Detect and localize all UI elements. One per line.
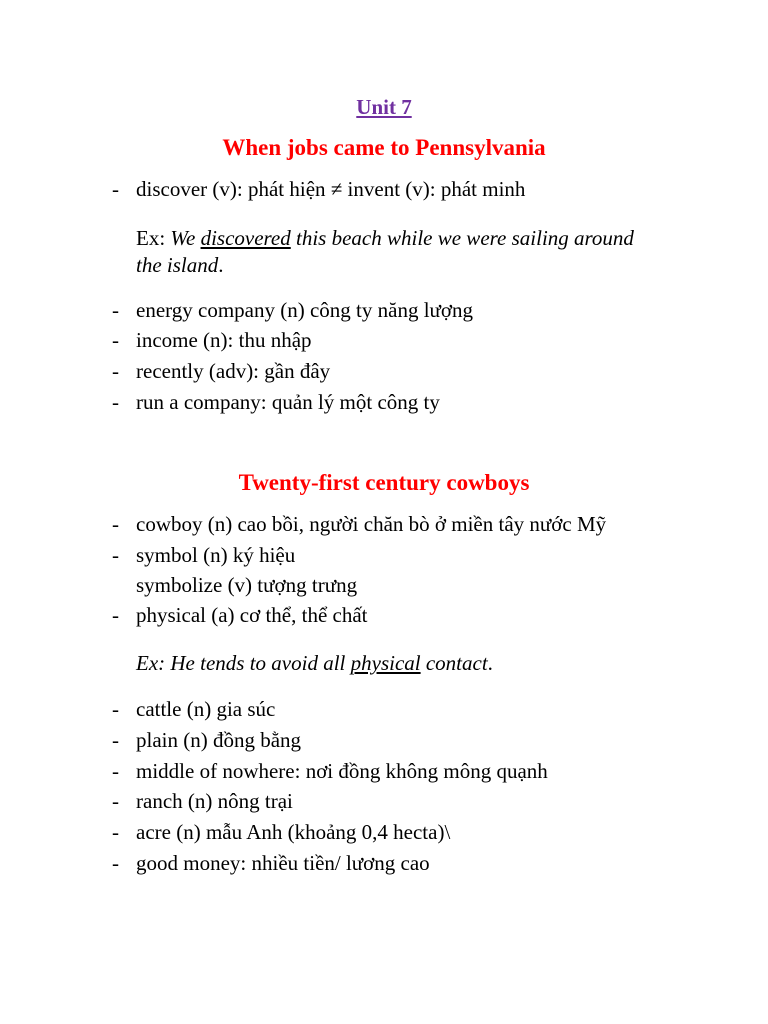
section-title-cowboys: Twenty-first century cowboys bbox=[238, 470, 530, 495]
vocab-text: good money: nhiều tiền/ lương cao bbox=[136, 851, 430, 875]
bullet-dash: - bbox=[112, 728, 119, 752]
vocab-text: recently (adv): gần đây bbox=[136, 359, 331, 383]
vocab-text: cattle (n) gia súc bbox=[136, 697, 276, 721]
vocab-item-middle-of-nowhere bbox=[112, 758, 548, 784]
vocab-item-run-a-company bbox=[112, 389, 440, 415]
bullet-dash: - bbox=[112, 820, 119, 844]
bullet-dash: - bbox=[112, 359, 119, 383]
vocab-text: physical (a) cơ thể, thể chất bbox=[136, 603, 368, 627]
example-prefix: Ex: bbox=[136, 226, 171, 250]
vocab-text: acre (n) mẫu Anh (khoảng 0,4 hecta)\ bbox=[136, 820, 451, 844]
vocab-item-symbol bbox=[112, 542, 295, 568]
vocab-item-plain bbox=[112, 727, 301, 753]
example-sentence-physical bbox=[136, 650, 656, 677]
bullet-dash: - bbox=[112, 390, 119, 414]
bullet-dash: - bbox=[112, 512, 119, 536]
bullet-dash: - bbox=[112, 759, 119, 783]
example-sentence-discover bbox=[136, 225, 656, 279]
vocab-text: symbol (n) ký hiệu bbox=[136, 543, 296, 567]
example-pre: Ex: He tends to avoid all bbox=[136, 651, 351, 675]
bullet-dash: - bbox=[112, 603, 119, 627]
vocab-text: ranch (n) nông trại bbox=[136, 789, 293, 813]
unit-title: Unit 7 bbox=[356, 95, 412, 119]
vocab-item-good-money bbox=[112, 850, 430, 876]
vocab-text: energy company (n) công ty năng lượng bbox=[136, 298, 474, 322]
vocab-text: plain (n) đồng bằng bbox=[136, 728, 302, 752]
example-end: . bbox=[218, 253, 224, 277]
vocab-item-cowboy bbox=[112, 511, 606, 537]
vocab-item-cattle bbox=[112, 696, 275, 722]
vocab-item-recently bbox=[112, 358, 330, 384]
vocab-text: income (n): thu nhập bbox=[136, 328, 312, 352]
vocab-item-energy-company bbox=[112, 297, 473, 323]
example-keyword: physical bbox=[350, 651, 421, 675]
bullet-dash: - bbox=[112, 851, 119, 875]
example-post: this beach while we were sailing around the island bbox=[136, 226, 634, 277]
bullet-dash: - bbox=[112, 298, 119, 322]
vocab-item-symbolize: symbolize (v) tượng trưng bbox=[136, 573, 358, 597]
vocab-text: cowboy (n) cao bồi, người chăn bò ở miền tây nước Mỹ bbox=[136, 512, 607, 536]
bullet-dash: - bbox=[112, 177, 119, 201]
example-pre: We bbox=[170, 226, 201, 250]
vocab-text: middle of nowhere: nơi đồng không mông quạnh bbox=[136, 759, 548, 783]
vocab-text: discover (v): phát hiện ≠ invent (v): phát minh bbox=[136, 177, 526, 201]
vocab-item-ranch bbox=[112, 788, 293, 814]
vocab-item-income bbox=[112, 327, 312, 353]
bullet-dash: - bbox=[112, 543, 119, 567]
bullet-dash: - bbox=[112, 697, 119, 721]
section-title-pennsylvania: When jobs came to Pennsylvania bbox=[222, 135, 546, 160]
example-end: . bbox=[487, 651, 493, 675]
bullet-dash: - bbox=[112, 328, 119, 352]
vocab-item-acre bbox=[112, 819, 450, 845]
vocab-item-discover bbox=[112, 176, 525, 202]
vocab-text: run a company: quản lý một công ty bbox=[136, 390, 440, 414]
vocab-item-physical bbox=[112, 602, 368, 628]
example-post: contact bbox=[420, 651, 488, 675]
bullet-dash: - bbox=[112, 789, 119, 813]
example-keyword: discovered bbox=[200, 226, 291, 250]
